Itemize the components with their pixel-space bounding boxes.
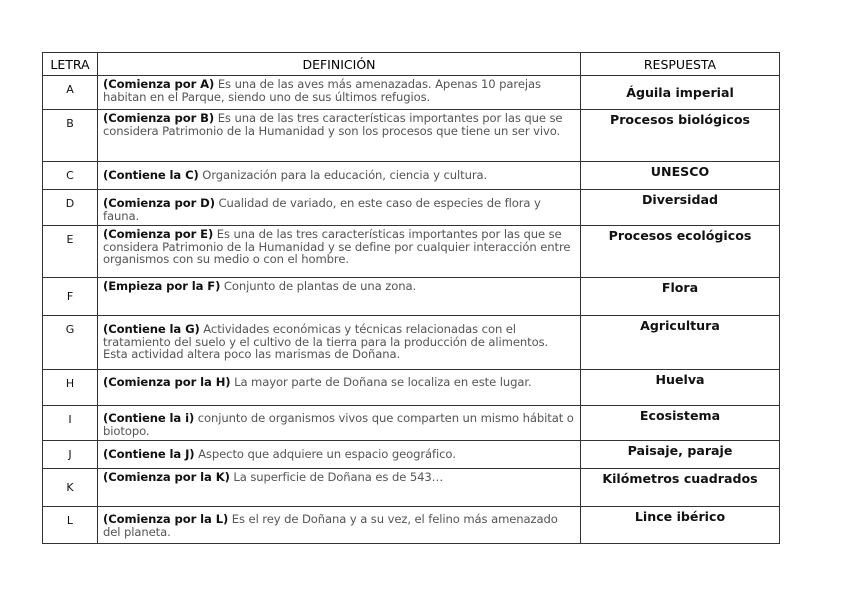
answer-text: Flora bbox=[661, 280, 699, 295]
row-letter: G bbox=[43, 316, 98, 370]
definition-hint: (Contiene la C) bbox=[103, 168, 199, 182]
definition-hint: (Comienza por la K) bbox=[103, 470, 230, 484]
row-definition bbox=[98, 226, 581, 278]
row-letter: K bbox=[43, 469, 98, 507]
row-letter: F bbox=[43, 278, 98, 316]
definition-text: La superficie de Doñana es de 543… bbox=[229, 470, 444, 484]
row-definition bbox=[98, 469, 581, 507]
row-letter: E bbox=[43, 226, 98, 278]
answer-text: Ecosistema bbox=[639, 408, 721, 423]
row-letter: D bbox=[43, 190, 98, 226]
table-row bbox=[43, 76, 780, 110]
row-letter: I bbox=[43, 406, 98, 441]
row-answer bbox=[581, 226, 780, 278]
definition-text: Organización para la educación, ciencia y cultura. bbox=[198, 168, 488, 182]
row-answer bbox=[581, 76, 780, 110]
row-definition bbox=[98, 76, 581, 110]
answer-text: Paisaje, paraje bbox=[627, 443, 733, 458]
definition-text: La mayor parte de Doñana se localiza en este lugar. bbox=[230, 375, 532, 389]
row-letter: H bbox=[43, 370, 98, 406]
definition-hint: (Comienza por E) bbox=[103, 227, 214, 241]
table-row bbox=[43, 162, 780, 190]
table-row bbox=[43, 316, 780, 370]
row-answer bbox=[581, 110, 780, 162]
row-letter: C bbox=[43, 162, 98, 190]
row-answer bbox=[581, 162, 780, 190]
definition-hint: (Comienza por la H) bbox=[103, 375, 231, 389]
table-row bbox=[43, 190, 780, 226]
definition-text: Actividades económicas y técnicas relacionadas con el tratamiento del suelo y el cultivo de la tierra para la producción de alimentos. Esta actividad altera poco las marismas de Doñana. bbox=[103, 322, 549, 362]
definition-text: Es una de las tres características importantes por las que se considera Patrimonio de la Humanidad y se define por cualquier interacción entre organismos con su medio o con el hombre. bbox=[103, 227, 571, 267]
row-answer bbox=[581, 316, 780, 370]
definition-text: Cualidad de variado, en este caso de especies de flora y fauna. bbox=[103, 196, 541, 223]
table-row bbox=[43, 110, 780, 162]
definition-hint: (Contiene la J) bbox=[103, 447, 195, 461]
answer-text: Diversidad bbox=[641, 192, 719, 207]
row-answer bbox=[581, 469, 780, 507]
definition-text: Conjunto de plantas de una zona. bbox=[220, 279, 417, 293]
table-row bbox=[43, 406, 780, 441]
row-answer bbox=[581, 278, 780, 316]
definition-text: Aspecto que adquiere un espacio geográfico. bbox=[194, 447, 456, 461]
definition-text: Es una de las tres características importantes por las que se considera Patrimonio de la Humanidad y son los procesos que tiene un ser vivo. bbox=[103, 111, 563, 138]
row-letter: A bbox=[43, 76, 98, 110]
row-answer bbox=[581, 370, 780, 406]
answer-text: UNESCO bbox=[650, 164, 710, 179]
answer-text: Lince ibérico bbox=[634, 509, 726, 524]
table-row bbox=[43, 226, 780, 278]
definition-text: conjunto de organismos vivos que comparten un mismo hábitat o biotopo. bbox=[103, 411, 574, 438]
answer-text: Kilómetros cuadrados bbox=[602, 471, 758, 486]
definition-text: Es una de las aves más amenazadas. Apenas 10 parejas habitan en el Parque, siendo uno de sus últimos refugios. bbox=[103, 77, 541, 104]
row-definition bbox=[98, 316, 581, 370]
header-definition: DEFINICIÓN bbox=[98, 53, 581, 76]
table-row bbox=[43, 278, 780, 316]
row-answer bbox=[581, 441, 780, 469]
row-answer bbox=[581, 507, 780, 544]
row-definition bbox=[98, 162, 581, 190]
row-definition bbox=[98, 406, 581, 441]
definition-hint: (Comienza por la L) bbox=[103, 512, 229, 526]
table-row bbox=[43, 469, 780, 507]
row-answer bbox=[581, 190, 780, 226]
definition-hint: (Empieza por la F) bbox=[103, 279, 221, 293]
answer-text: Procesos ecológicos bbox=[608, 228, 752, 243]
row-letter: J bbox=[43, 441, 98, 469]
row-definition bbox=[98, 278, 581, 316]
definition-text: Es el rey de Doñana y a su vez, el felino más amenazado del planeta. bbox=[103, 512, 558, 539]
row-letter: L bbox=[43, 507, 98, 544]
definition-hint: (Comienza por D) bbox=[103, 196, 215, 210]
row-definition bbox=[98, 507, 581, 544]
definition-hint: (Comienza por A) bbox=[103, 77, 215, 91]
table-row bbox=[43, 370, 780, 406]
definition-hint: (Contiene la i) bbox=[103, 411, 195, 425]
answer-text: Agricultura bbox=[640, 318, 720, 333]
table-row bbox=[43, 441, 780, 469]
answer-text: Huelva bbox=[655, 372, 705, 387]
row-definition bbox=[98, 110, 581, 162]
quiz-table bbox=[42, 52, 780, 544]
row-definition bbox=[98, 190, 581, 226]
row-letter: B bbox=[43, 110, 98, 162]
definition-hint: (Comienza por B) bbox=[103, 111, 215, 125]
header-row bbox=[43, 53, 780, 76]
row-definition bbox=[98, 441, 581, 469]
answer-text: Águila imperial bbox=[626, 85, 734, 100]
row-definition bbox=[98, 370, 581, 406]
header-answer: RESPUESTA bbox=[581, 53, 780, 76]
header-letter: LETRA bbox=[43, 53, 98, 76]
row-answer bbox=[581, 406, 780, 441]
definition-hint: (Contiene la G) bbox=[103, 322, 200, 336]
answer-text: Procesos biológicos bbox=[609, 112, 751, 127]
table-row bbox=[43, 507, 780, 544]
